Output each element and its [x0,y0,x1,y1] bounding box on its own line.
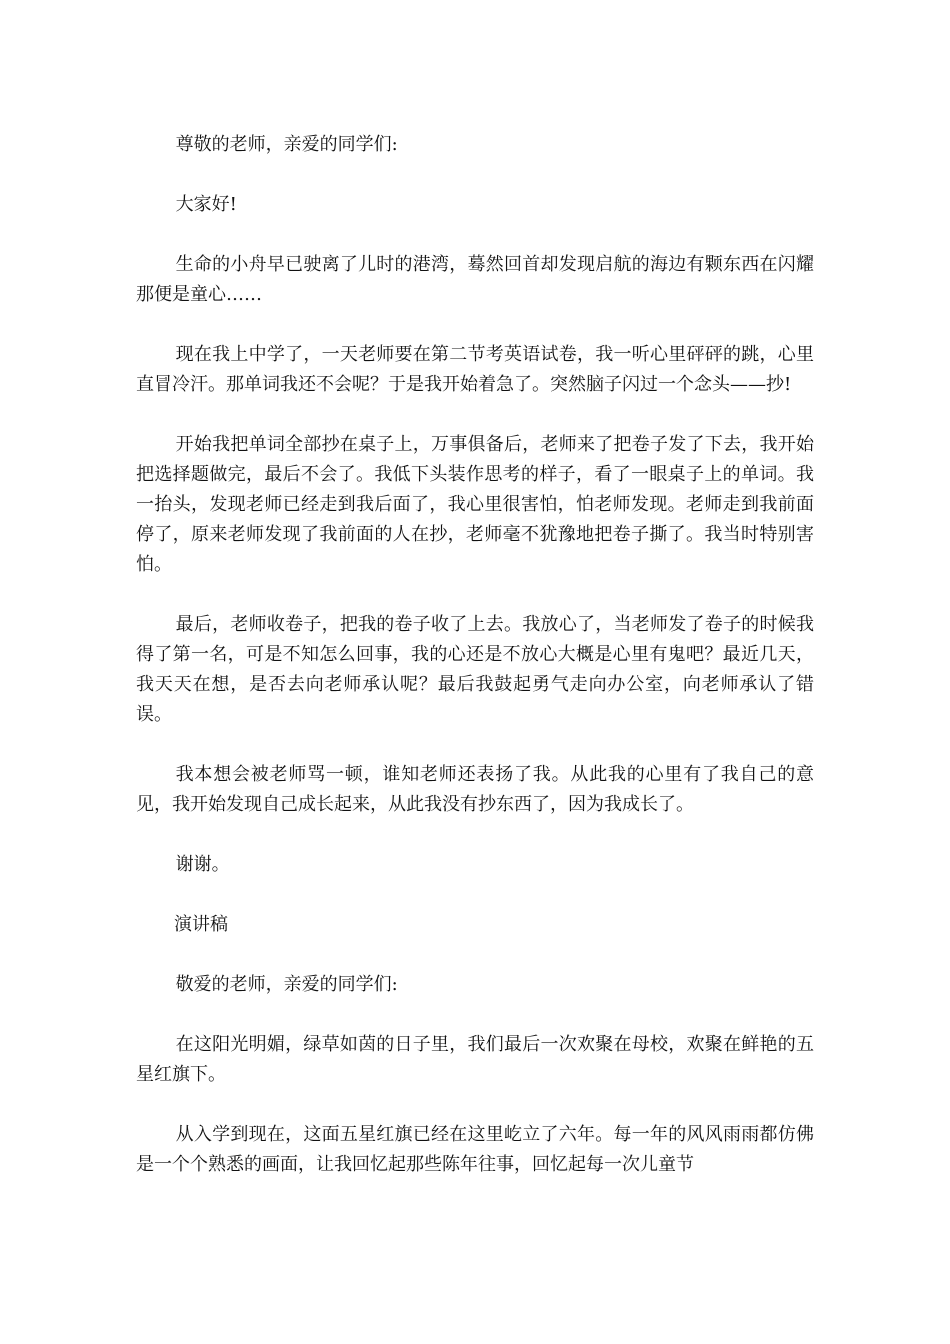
speech2-title: 演讲稿 [174,914,228,935]
paragraph: 在这阳光明媚，绿草如茵的日子里，我们最后一次欢聚在母校，欢聚在鲜艳的五星红旗下。 [136,1034,814,1085]
document-body [136,130,814,1210]
paragraph: 生命的小舟早已驶离了儿时的港湾，蓦然回首却发现启航的海边有颗东西在闪耀那便是童心…… [136,254,814,305]
speech2-greeting: 敬爱的老师，亲爱的同学们: [175,974,398,995]
paragraph: 我本想会被老师骂一顿，谁知老师还表扬了我。从此我的心里有了我自己的意见，我开始发现自己成长起来，从此我没有抄东西了，因为我成长了。 [136,764,814,815]
speech1-greeting: 尊敬的老师，亲爱的同学们: [175,134,398,155]
paragraph: 开始我把单词全部抄在桌子上，万事俱备后，老师来了把卷子发了下去，我开始把选择题做完，最后不会了。我低下头装作思考的样子，看了一眼桌子上的单词。我一抬头，发现老师已经走到我后面了，我心里很害怕，怕老师发现。老师走到我前面停了，原来老师发现了我前面的人在抄，老师毫不犹豫地把卷子撕了。我当时特别害怕。 [136,434,814,575]
paragraph: 从入学到现在，这面五星红旗已经在这里屹立了六年。每一年的风风雨雨都仿佛是一个个熟悉的画面，让我回忆起那些陈年往事，回忆起每一次儿童节 [136,1124,814,1175]
paragraph: 最后，老师收卷子，把我的卷子收了上去。我放心了，当老师发了卷子的时候我得了第一名，可是不知怎么回事，我的心还是不放心大概是心里有鬼吧？最近几天，我天天在想，是否去向老师承认呢？最后我鼓起勇气走向办公室，向老师承认了错误。 [136,614,814,725]
paragraph: 现在我上中学了，一天老师要在第二节考英语试卷，我一听心里砰砰的跳，心里直冒冷汗。那单词我还不会呢？于是我开始着急了。突然脑子闪过一个念头——抄! [136,344,814,395]
speech1-closing: 谢谢。 [175,854,230,875]
speech1-hello: 大家好! [175,194,237,215]
